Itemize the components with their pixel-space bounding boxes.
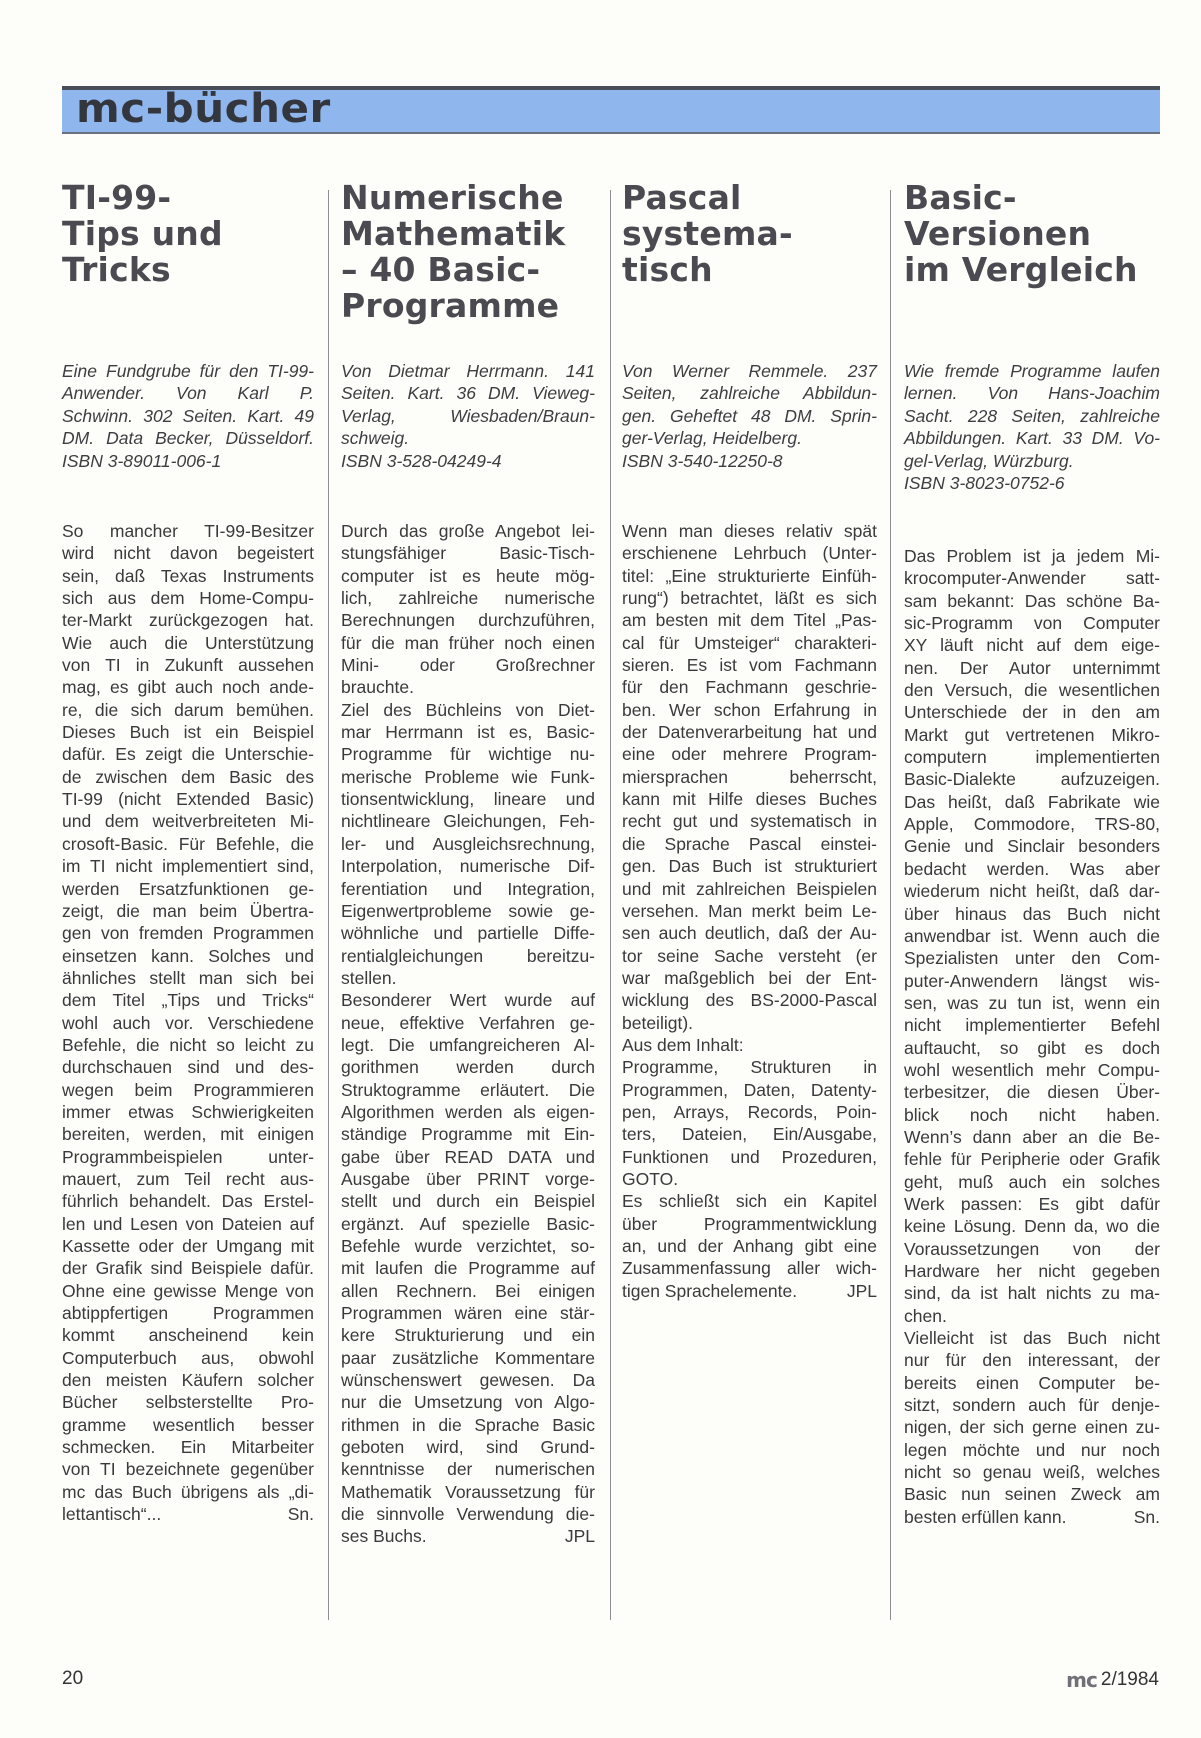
text-line: gorithmen werden durch [341,1057,595,1078]
text-line: Wenn’s dann aber an die Be- [904,1126,1160,1147]
text-line: Computerbuch aus, obwohl [62,1347,314,1368]
details-line: Eine Fundgrube für den TI-99- [62,361,314,381]
review-title [904,180,1160,360]
text-line: kenntnisse der numerischen [341,1459,595,1480]
title-line: Mathematik [341,214,566,253]
text-line: krocomputer-Anwender satt- [904,568,1160,589]
text-line: eine oder mehrere Program- [622,744,877,765]
title-line: Versionen [904,214,1092,253]
title-line: systema- [622,214,793,253]
text-line: erschienene Lehrbuch (Unter- [622,543,877,564]
text-line: wicklung des BS-2000-Pascal [622,990,877,1011]
closing-line [622,1280,877,1302]
text-line: gen von fremden Programmen [62,923,314,944]
text-line: Dieses Buch ist ein Beispiel [62,722,314,743]
text-line: nur für den interessant, der [904,1350,1160,1371]
text-line: Wie auch die Unterstützung [62,632,314,653]
text-line: sieren. Es ist vom Fachmann [622,655,877,676]
details-line: Wie fremde Programme laufen [904,361,1160,381]
text-line: titel: „Eine strukturierte Einfüh- [622,565,877,586]
section-title: mc-bücher [76,86,331,132]
text-line: wegen beim Programmieren [62,1079,314,1100]
title-line: Basic- [904,178,1017,217]
text-line: Programmen, Daten, Datenty- [622,1079,877,1100]
text-line: den Versuch, die wesentlichen [904,680,1160,701]
review-text [904,545,1160,1528]
text-line: bereiten, werden, mit einigen [62,1124,314,1145]
text-line: chen. [904,1305,947,1326]
review-column [622,180,877,1660]
text-line: wöhnliche und partielle Diffe- [341,923,595,944]
details-line: Seiten, zahlreiche Abbildun- [622,383,877,404]
details-line: schweig. [341,428,410,449]
isbn: ISBN 3-8023-0752-6 [904,473,1065,494]
isbn: ISBN 3-528-04249-4 [341,450,502,471]
book-details [341,360,595,472]
text-line: Vielleicht ist das Buch nicht [904,1328,1160,1349]
book-details [904,360,1160,494]
details-line: Von Dietmar Herrmann. 141 [341,361,595,381]
text-line: sein, daß Texas Instruments [62,565,314,586]
text-line: immer etwas Schwierigkeiten [62,1101,314,1122]
text-line: gramme wesentlich besser [62,1414,314,1435]
closing-line [904,1506,1160,1528]
text-line: abtippfertigen Programmen [62,1303,314,1324]
text-line: schmecken. Ein Mitarbeiter [62,1437,314,1458]
text-line: Ausgabe über PRINT vorge- [341,1168,595,1189]
text-line: rung“) betrachtet, läßt es sich [622,588,877,609]
review-text [62,520,314,1525]
text-line: auftaucht, so gibt es doch [904,1037,1160,1058]
text-line: Interpolation, numerische Dif- [341,856,595,877]
text-line: rentialgleichungen bereitzu- [341,945,595,966]
title-line: Tricks [62,250,171,289]
text-line: wiederum nicht heißt, daß dar- [904,881,1160,902]
text-line: und dem weitverbreiteten Mi- [62,811,314,832]
text-line: nigen, der sich gerne einen zu- [904,1417,1160,1438]
text-line: fehle für Peripherie oder Grafik [904,1149,1160,1170]
text-line: computer ist es heute mög- [341,565,595,586]
text-line: Unterschiede der in den am [904,702,1160,723]
text-line: sic-Programm von Computer [904,613,1160,634]
text-line: Zusammenfassung aller wich- [622,1258,877,1279]
text-line: Durch das große Angebot lei- [341,521,595,541]
text-line: miersprachen beherrscht, [622,766,877,787]
text-line: mauert, zum Teil recht aus- [62,1168,314,1189]
review-title [622,180,877,360]
text-line: Genie und Sinclair besonders [904,836,1160,857]
text-line: der Grafik sind Beispiele dafür. [62,1258,314,1279]
text-line: tionsentwicklung, lineare und [341,789,595,810]
text-line: Kassette oder der Umgang mit [62,1236,314,1256]
text-line: neue, effektive Verfahren ge- [341,1012,595,1033]
details-line: gen. Geheftet 48 DM. Sprin- [622,405,877,426]
title-line: Tips und [62,214,223,253]
text-line: Das heißt, daß Fabrikate wie [904,791,1160,812]
text-line: und mit zahlreichen Beispielen [622,878,877,899]
text-line: ters, Dateien, Ein/Ausgabe, [622,1124,877,1145]
text-line: Spezialisten unter den Com- [904,948,1160,969]
text-line: Befehle wurde verzichtet, so- [341,1236,595,1256]
text-line: nicht implementierter Befehl [904,1015,1160,1036]
text-line: legen möchte und nur noch [904,1439,1160,1460]
text-line: GOTO. [622,1168,679,1189]
details-line: Von Werner Remmele. 237 [622,361,877,381]
details-line: Schwinn. 302 Seiten. Kart. 49 [62,405,314,426]
text-line: Struktogramme erläutert. Die [341,1079,595,1100]
text-line: war maßgeblich bei der Ent- [622,967,877,988]
text-line: Das Problem ist ja jedem Mi- [904,546,1160,566]
closing-line [62,1503,314,1525]
section-banner [62,86,1160,134]
text-line: ergänzt. Auf spezielle Basic- [341,1213,595,1234]
text-line: über hinaus das Buch nicht [904,903,1160,924]
text-line: ler- und Ausgleichsrechnung, [341,833,595,854]
text-line: len und Lesen von Dateien auf [62,1213,314,1234]
title-line: tisch [622,250,713,289]
text-line: ter-Markt zurückgezogen hat. [62,610,314,631]
text-line: für den Fachmann geschrie- [622,677,877,698]
text-line: Markt gut vertretenen Mikro- [904,724,1160,745]
text-line: Mathematik Voraussetzung für [341,1481,595,1502]
text-line: Voraussetzungen von der [904,1238,1160,1259]
text-line: rithmen in die Sprache Basic [341,1414,595,1435]
details-line: lernen. Von Hans-Joachim [904,383,1160,404]
title-line: – 40 Basic- [341,250,541,289]
text-line: Aus dem Inhalt: [622,1034,744,1055]
text-line: Programme, Strukturen in [622,1057,877,1078]
text-line: werden Ersatzfunktionen ge- [62,878,314,899]
title-line: Programme [341,286,560,325]
text-line: sen auch deutlich, daß der Au- [622,923,877,944]
details-line: Abbildungen. Kart. 33 DM. Vo- [904,428,1160,449]
text-line: blick noch nicht haben. [904,1104,1160,1125]
text-line: pen, Arrays, Records, Poin- [622,1101,877,1122]
details-line: Verlag, Wiesbaden/Braun- [341,405,595,426]
text-line: einsetzen kann. Solches und [62,945,314,966]
text-line: bereits einen Computer be- [904,1372,1160,1393]
reviewer-signature: JPL [846,1280,877,1301]
text-line: Es schließt sich ein Kapitel [622,1191,877,1212]
text-line: von TI in Zukunft aussehen [62,655,314,676]
text-line: sich aus dem Home-Compu- [62,588,314,609]
review-text [341,520,595,1548]
review-column [62,180,314,1660]
text-line: nen. Der Autor unternimmt [904,657,1160,678]
text-line: sitzt, sondern auch für denje- [904,1395,1160,1416]
text-line: puter-Anwendern längst wis- [904,970,1160,991]
issue-info [1066,1668,1159,1692]
text-line: cal für Umsteiger“ charakteri- [622,632,877,653]
title-line: Numerische [341,178,564,217]
text-line: ferentiation und Integration, [341,878,595,899]
text-line: So mancher TI-99-Besitzer [62,521,314,541]
text-line: anwendbar ist. Wenn auch die [904,925,1160,946]
text-line: stellt und durch ein Beispiel [341,1191,595,1212]
review-column [341,180,595,1660]
text-line: nichtlineare Gleichungen, Feh- [341,811,595,832]
column-divider [890,190,891,1620]
text-line: wohl auch vor. Verschiedene [62,1012,314,1033]
text-line: mit laufen die Programme auf [341,1258,595,1279]
text-line: mc das Buch übrigens als „di- [62,1481,314,1502]
title-line: TI-99- [62,178,172,217]
text-line: sam bekannt: Das schöne Ba- [904,590,1160,611]
final-text: tigen Sprachelemente. [622,1280,798,1301]
text-line: Mini- oder Großrechner [341,655,595,676]
text-line: Befehle, die nicht so leicht zu [62,1034,314,1055]
text-line: der Datenverarbeitung hat und [622,722,877,743]
book-details [622,360,877,472]
details-line: gel-Verlag, Würzburg. [904,450,1074,471]
text-line: im TI nicht implementiert sind, [62,856,314,877]
text-line: legt. Die umfangreicheren Al- [341,1034,595,1055]
text-line: Hardware her nicht gegeben [904,1261,1160,1281]
title-line: Pascal [622,178,742,217]
text-line: stungsfähiger Basic-Tisch- [341,543,595,564]
text-line: Wenn man dieses relativ spät [622,521,877,541]
text-line: mar Herrmann ist es, Basic- [341,722,595,743]
details-line: Sacht. 228 Seiten, zahlreiche [904,405,1160,426]
text-line: beteiligt). [622,1012,694,1033]
text-line: die sinnvolle Verwendung die- [341,1504,595,1525]
text-line: Programmbeispielen unter- [62,1146,314,1167]
text-line: computern implementierten [904,747,1160,768]
text-line: Bücher selbsterstellte Pro- [62,1392,314,1413]
text-line: Funktionen und Prozeduren, [622,1146,877,1167]
final-text: lettantisch“... [62,1504,162,1525]
review-text [622,520,877,1302]
text-line: Ziel des Büchleins von Diet- [341,699,595,720]
details-line: Anwender. Von Karl P. [62,383,314,404]
text-line: allen Rechnern. Bei einigen [341,1280,595,1301]
text-line: für die man früher noch einen [341,632,595,653]
text-line: crosoft-Basic. Für Befehle, die [62,833,314,854]
text-line: wohl wesentlich mehr Compu- [904,1059,1160,1080]
text-line: Algorithmen werden als eigen- [341,1101,595,1122]
text-line: an, und der Anhang gibt eine [622,1236,877,1256]
text-line: mag, es gibt auch noch ande- [62,677,314,698]
text-line: Basic nun seinen Zweck am [904,1484,1160,1505]
text-line: Eigenwertprobleme sowie ge- [341,900,595,921]
column-divider [328,190,329,1620]
text-line: führlich behandelt. Das Erstel- [62,1191,314,1212]
text-line: Apple, Commodore, TRS-80, [904,814,1160,835]
text-line: lich, zahlreiche numerische [341,588,595,609]
text-line: XY läuft nicht auf dem eige- [904,635,1160,656]
text-line: kere Strukturierung und ein [341,1325,595,1346]
text-line: von TI bezeichnete gegenüber [62,1459,314,1480]
isbn: ISBN 3-89011-006-1 [62,450,222,471]
text-line: de zwischen dem Basic des [62,766,314,787]
text-line: kann mit Hilfe dieses Buches [622,789,877,810]
text-line: dem Titel „Tips und Tricks“ [62,990,314,1011]
reviewer-signature: Sn. [287,1504,314,1525]
final-text: besten erfüllen kann. [904,1506,1067,1527]
reviewer-signature: Sn. [1133,1506,1160,1527]
text-line: recht gut und systematisch in [622,811,877,832]
text-line: brauchte. [341,677,414,698]
closing-line [341,1525,595,1547]
text-line: über Programmentwicklung [622,1213,877,1234]
text-line: dafür. Es zeigt die Unterschie- [62,744,314,765]
text-line: merische Probleme wie Funk- [341,766,595,787]
text-line: nicht so genau weiß, welches [904,1462,1160,1483]
text-line: ähnliches stellt man sich bei [62,967,314,988]
text-line: die Sprache Pascal einstei- [622,833,877,854]
review-column [904,180,1160,1660]
text-line: am besten mit dem Titel „Pas- [622,610,877,631]
text-line: terbesitzer, die diesen Über- [904,1082,1160,1103]
column-divider [610,190,611,1620]
details-line: DM. Data Becker, Düsseldorf. [62,428,314,449]
book-details [62,360,314,472]
text-line: tor seine Sache versteht (er [622,945,877,966]
text-line: Berechnungen durchzuführen, [341,610,595,631]
text-line: stellen. [341,967,397,988]
final-text: ses Buchs. [341,1526,427,1547]
text-line: re, die sich darum bemühen. [62,699,314,720]
text-line: sen, was zu tun ist, wenn ein [904,992,1160,1013]
text-line: bedacht werden. Was aber [904,858,1160,879]
text-line: ständige Programme mit Ein- [341,1124,595,1145]
text-line: gen. Das Buch ist strukturiert [622,856,877,877]
text-line: Programme für wichtige nu- [341,744,595,765]
text-line: Programmen wären eine stär- [341,1303,595,1324]
text-line: sind, da ist halt nichts zu ma- [904,1283,1160,1304]
details-line: Seiten. Kart. 36 DM. Vieweg- [341,383,595,404]
text-line: durchschauen sind und des- [62,1057,314,1078]
review-title [341,180,595,360]
text-line: wird nicht davon begeistert [62,543,314,564]
reviewer-signature: JPL [564,1526,595,1547]
text-line: Werk passen: Es gibt dafür [904,1193,1160,1214]
text-line: kommt anscheinend kein [62,1325,314,1346]
text-line: gabe über READ DATA und [341,1146,595,1167]
title-line: im Vergleich [904,250,1138,289]
details-line: ger-Verlag, Heidelberg. [622,428,802,449]
text-line: Basic-Dialekte aufzuzeigen. [904,769,1160,790]
text-line: zeigt, die man beim Übertra- [62,900,314,921]
text-line: nur die Umsetzung von Algo- [341,1392,595,1413]
text-line: versehen. Man merkt beim Le- [622,900,877,921]
review-title [62,180,314,360]
text-line: den meisten Käufern solcher [62,1370,314,1391]
page-number: 20 [62,1668,84,1689]
text-line: geboten wird, sind Grund- [341,1437,595,1458]
text-line: ben. Wer schon Erfahrung in [622,699,877,720]
text-line: geht, muß auch ein solches [904,1171,1160,1192]
magazine-logo: mc [1066,1668,1097,1692]
text-line: wünschenswert gewesen. Da [341,1370,595,1391]
text-line: paar zusätzliche Kommentare [341,1347,595,1368]
text-line: Ohne eine gewisse Menge von [62,1280,314,1301]
text-line: keine Lösung. Denn da, wo die [904,1216,1160,1237]
issue-number: 2/1984 [1100,1669,1159,1690]
isbn: ISBN 3-540-12250-8 [622,450,783,471]
text-line: Besonderer Wert wurde auf [341,990,595,1011]
text-line: TI-99 (nicht Extended Basic) [62,789,314,810]
